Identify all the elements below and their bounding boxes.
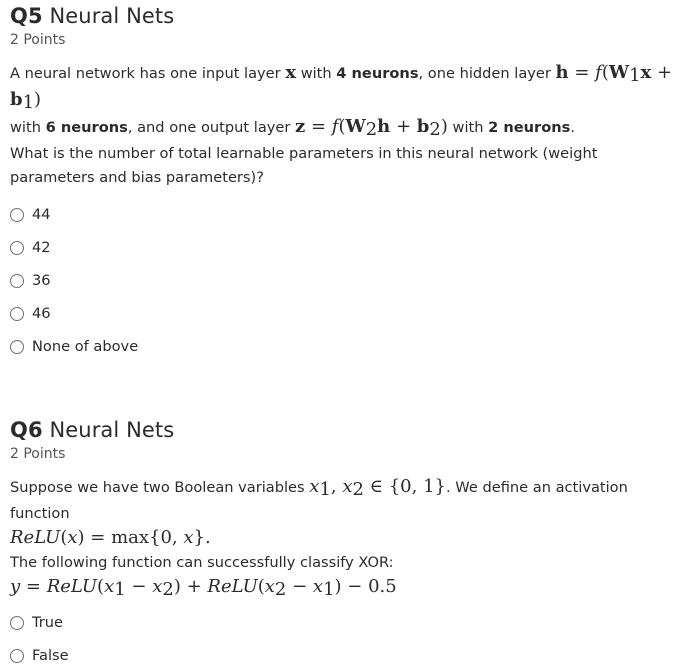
radio-icon[interactable] bbox=[10, 616, 24, 630]
question-points: 2 Points bbox=[10, 32, 66, 48]
body-text: , and one output layer bbox=[127, 119, 291, 136]
body-text: with bbox=[300, 65, 332, 82]
question-body bbox=[10, 61, 682, 190]
option-42[interactable] bbox=[10, 231, 682, 264]
question-number: Q5 bbox=[10, 4, 43, 28]
radio-icon[interactable] bbox=[10, 241, 24, 255]
question-number: Q6 bbox=[10, 418, 43, 442]
options-list bbox=[10, 606, 682, 672]
radio-icon[interactable] bbox=[10, 649, 24, 663]
option-46[interactable] bbox=[10, 297, 682, 330]
question-topic: Neural Nets bbox=[49, 418, 175, 442]
option-44[interactable] bbox=[10, 198, 682, 231]
radio-icon[interactable] bbox=[10, 274, 24, 288]
body-text: with bbox=[10, 119, 41, 136]
math-xor-function: $y = ReLU(x_1 - x_2)$ + $ReLU(x_2 - x_1) - 0.5$ bbox=[10, 576, 397, 600]
question-text: What is the number of total learnable parameters in this neural network (weight parameters and bias parameters)? bbox=[10, 145, 598, 186]
body-text: A neural network has one input layer bbox=[10, 65, 281, 82]
input-neurons: 4 neurons bbox=[336, 65, 419, 82]
body-text: . We define an activation function bbox=[10, 479, 628, 522]
question-title bbox=[10, 418, 682, 442]
option-label: 46 bbox=[32, 305, 51, 322]
body-text: with bbox=[452, 119, 484, 136]
question-q5 bbox=[10, 4, 682, 363]
radio-icon[interactable] bbox=[10, 340, 24, 354]
option-label: 44 bbox=[32, 206, 51, 223]
option-none[interactable] bbox=[10, 330, 682, 363]
option-label: False bbox=[32, 647, 69, 664]
statement-text: The following function can successfully classify XOR: bbox=[10, 554, 394, 571]
question-topic: Neural Nets bbox=[49, 4, 175, 28]
radio-icon[interactable] bbox=[10, 307, 24, 321]
option-label: 42 bbox=[32, 239, 51, 256]
question-q6 bbox=[10, 418, 682, 672]
math-relu-definition: ReLU(x) = max{0, x}. bbox=[10, 527, 211, 548]
math-input-x: x bbox=[285, 62, 297, 83]
hidden-neurons: 6 neurons bbox=[45, 119, 128, 136]
option-label: 36 bbox=[32, 272, 51, 289]
option-label: None of above bbox=[32, 338, 139, 355]
body-text: Suppose we have two Boolean variables bbox=[10, 479, 305, 496]
question-points: 2 Points bbox=[10, 446, 66, 462]
radio-icon[interactable] bbox=[10, 208, 24, 222]
math-output-layer: $z = f(W_2h + b_2)$ bbox=[295, 116, 448, 140]
question-title bbox=[10, 4, 682, 28]
option-true[interactable] bbox=[10, 606, 682, 639]
question-body bbox=[10, 475, 682, 602]
options-list bbox=[10, 198, 682, 363]
option-36[interactable] bbox=[10, 264, 682, 297]
option-label: True bbox=[32, 614, 63, 631]
math-variables: $x_1$, $x_2$ ∈ {0, 1} bbox=[309, 476, 446, 500]
output-neurons: 2 neurons bbox=[488, 119, 571, 136]
math-hidden-layer: $h = f(W_1x + b_1)$ bbox=[10, 62, 673, 113]
body-text: . bbox=[570, 119, 575, 136]
body-text: , one hidden layer bbox=[418, 65, 551, 82]
